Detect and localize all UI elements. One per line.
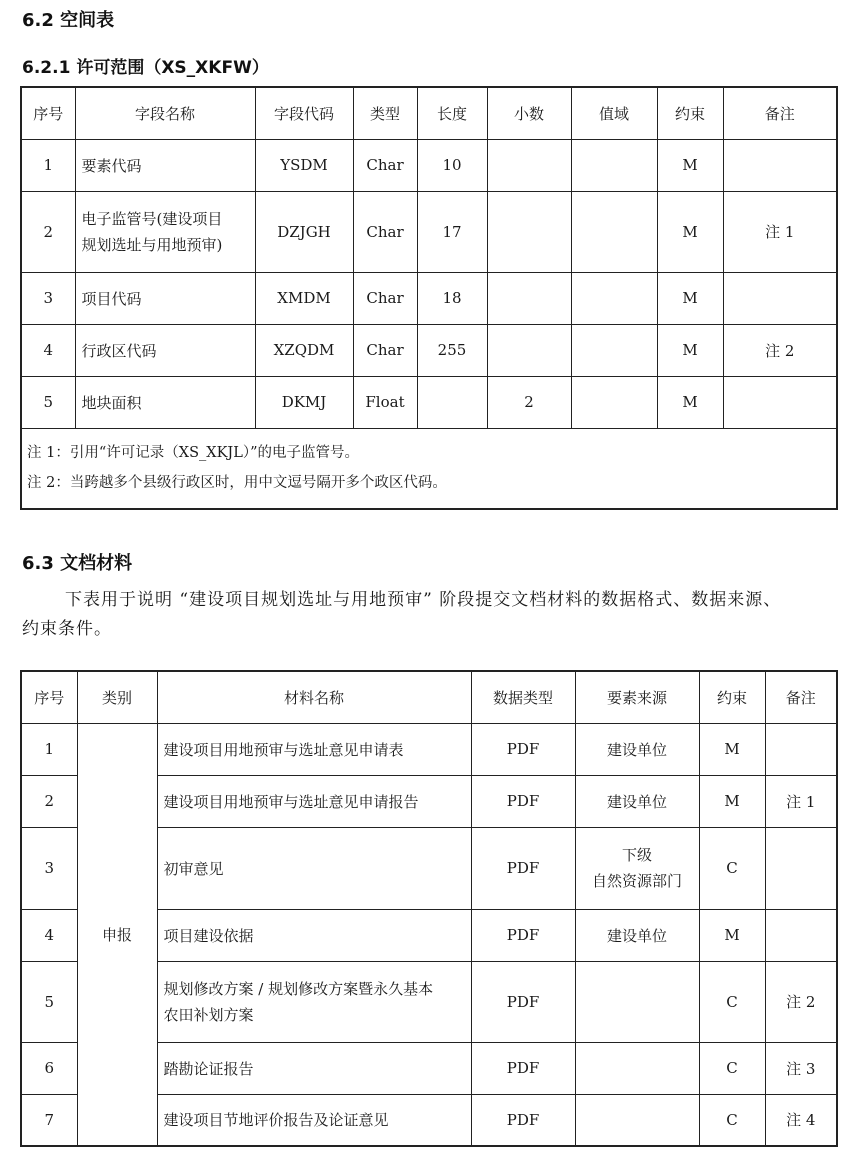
table-cell xyxy=(571,324,657,376)
table-cell: 建设项目节地评价报告及论证意见 xyxy=(157,1094,471,1146)
table-cell xyxy=(723,272,837,324)
header-cell: 材料名称 xyxy=(157,671,471,723)
header-cell: 字段代码 xyxy=(255,87,353,139)
table-header-row xyxy=(21,87,837,139)
table-cell: 10 xyxy=(417,139,487,191)
table-cell: 6 xyxy=(21,1042,77,1094)
cell-line: 规划选址与用地预审) xyxy=(81,235,223,254)
table-cell xyxy=(765,827,837,909)
table-cell xyxy=(157,961,471,1042)
table-cell: 1 xyxy=(21,723,77,775)
table-cell: 2 xyxy=(21,191,75,272)
section-heading-6-2: 6.2 空间表 xyxy=(22,10,115,31)
intro-paragraph-line-2: 约束条件。 xyxy=(22,619,112,639)
header-cell: 字段名称 xyxy=(75,87,255,139)
table-cell: PDF xyxy=(471,723,575,775)
table-cell: C xyxy=(699,827,765,909)
table-cell: 17 xyxy=(417,191,487,272)
header-cell: 值域 xyxy=(571,87,657,139)
cell-line: 规划修改方案 / 规划修改方案暨永久基本 xyxy=(163,979,434,998)
table-cell: 注 3 xyxy=(765,1042,837,1094)
table-cell: XZQDM xyxy=(255,324,353,376)
table-cell: 建设项目用地预审与选址意见申请表 xyxy=(157,723,471,775)
intro-paragraph-line-1: 下表用于说明 “建设项目规划选址与用地预审” 阶段提交文档材料的数据格式、数据来源、 xyxy=(65,590,782,610)
table-cell: 项目建设依据 xyxy=(157,909,471,961)
table-cell xyxy=(571,272,657,324)
table-cell xyxy=(723,139,837,191)
header-cell: 备注 xyxy=(765,671,837,723)
table-cell: 1 xyxy=(21,139,75,191)
table-cell: PDF xyxy=(471,1042,575,1094)
table-cell: C xyxy=(699,961,765,1042)
table-cell: DKMJ xyxy=(255,376,353,428)
table-cell xyxy=(765,723,837,775)
note-2: 注 2：当跨越多个县级行政区时，用中文逗号隔开多个政区代码。 xyxy=(27,475,447,492)
table-cell: 4 xyxy=(21,909,77,961)
table-cell xyxy=(417,376,487,428)
table-cell xyxy=(571,376,657,428)
table-cell: 7 xyxy=(21,1094,77,1146)
table-cell: 项目代码 xyxy=(75,272,255,324)
table-cell xyxy=(487,324,571,376)
table-header-row xyxy=(21,671,837,723)
table-cell xyxy=(571,191,657,272)
table-cell xyxy=(575,1094,699,1146)
table-cell: M xyxy=(657,324,723,376)
header-cell: 长度 xyxy=(417,87,487,139)
table-cell xyxy=(723,376,837,428)
table-cell: 注 2 xyxy=(765,961,837,1042)
header-cell: 序号 xyxy=(21,87,75,139)
table-cell: 初审意见 xyxy=(157,827,471,909)
header-cell: 类型 xyxy=(353,87,417,139)
table-cell: 注 1 xyxy=(765,775,837,827)
table-cell: 3 xyxy=(21,272,75,324)
table-cell: Char xyxy=(353,324,417,376)
cell-line: 电子监管号(建设项目 xyxy=(81,209,223,228)
table-cell: PDF xyxy=(471,827,575,909)
table-cell xyxy=(571,139,657,191)
table-cell xyxy=(575,827,699,909)
cell-line: 自然资源部门 xyxy=(591,872,682,890)
table-row xyxy=(21,272,837,324)
table-cell xyxy=(487,191,571,272)
header-cell: 数据类型 xyxy=(471,671,575,723)
table-cell: M xyxy=(657,191,723,272)
table-cell: 建设项目用地预审与选址意见申请报告 xyxy=(157,775,471,827)
document-materials-table xyxy=(20,670,838,1147)
table-cell: Char xyxy=(353,139,417,191)
table-cell: 建设单位 xyxy=(575,775,699,827)
table-cell xyxy=(75,191,255,272)
table-cell: Char xyxy=(353,191,417,272)
table-cell: PDF xyxy=(471,1094,575,1146)
table-row xyxy=(21,139,837,191)
section-heading-6-3: 6.3 文档材料 xyxy=(22,553,133,574)
note-1: 注 1：引用“许可记录（XS_XKJL）”的电子监管号。 xyxy=(27,445,360,462)
table-cell: C xyxy=(699,1094,765,1146)
table-cell: PDF xyxy=(471,961,575,1042)
table-cell: C xyxy=(699,1042,765,1094)
header-cell: 序号 xyxy=(21,671,77,723)
cell-line: 下级 xyxy=(621,846,652,864)
cell-line: 农田补划方案 xyxy=(163,1005,254,1024)
table-cell: 建设单位 xyxy=(575,723,699,775)
header-cell: 约束 xyxy=(657,87,723,139)
table-cell: 2 xyxy=(21,775,77,827)
table-cell: 2 xyxy=(487,376,571,428)
table-cell xyxy=(765,909,837,961)
table-cell: 注 4 xyxy=(765,1094,837,1146)
table-cell: 18 xyxy=(417,272,487,324)
table-cell xyxy=(487,272,571,324)
header-cell: 小数 xyxy=(487,87,571,139)
table-cell: PDF xyxy=(471,909,575,961)
table-cell: 踏勘论证报告 xyxy=(157,1042,471,1094)
table-cell: 地块面积 xyxy=(75,376,255,428)
table-cell: Float xyxy=(353,376,417,428)
category-cell: 申报 xyxy=(77,723,157,1146)
section-heading-6-2-1: 6.2.1 许可范围（XS_XKFW） xyxy=(22,58,269,78)
header-cell: 要素来源 xyxy=(575,671,699,723)
table-cell: Char xyxy=(353,272,417,324)
table-cell xyxy=(487,139,571,191)
table-cell: M xyxy=(657,272,723,324)
notes-cell xyxy=(21,428,837,509)
table-cell xyxy=(575,961,699,1042)
table-cell: 注 2 xyxy=(723,324,837,376)
notes-row xyxy=(21,428,837,509)
permit-scope-table xyxy=(20,86,838,510)
table-row xyxy=(21,723,837,775)
table-cell: PDF xyxy=(471,775,575,827)
table-cell: 5 xyxy=(21,961,77,1042)
header-cell: 备注 xyxy=(723,87,837,139)
table-row xyxy=(21,376,837,428)
table-cell: 4 xyxy=(21,324,75,376)
table-cell: M xyxy=(699,775,765,827)
header-cell: 约束 xyxy=(699,671,765,723)
table-cell xyxy=(575,1042,699,1094)
table-cell: YSDM xyxy=(255,139,353,191)
table-cell: 3 xyxy=(21,827,77,909)
table-cell: 建设单位 xyxy=(575,909,699,961)
table-row xyxy=(21,191,837,272)
table-cell: M xyxy=(657,376,723,428)
table-cell: 要素代码 xyxy=(75,139,255,191)
table-cell: 5 xyxy=(21,376,75,428)
table-cell: 255 xyxy=(417,324,487,376)
table-cell: DZJGH xyxy=(255,191,353,272)
header-cell: 类别 xyxy=(77,671,157,723)
table-cell: 行政区代码 xyxy=(75,324,255,376)
table-cell: M xyxy=(699,909,765,961)
table-cell: XMDM xyxy=(255,272,353,324)
table-cell: M xyxy=(657,139,723,191)
table-cell: M xyxy=(699,723,765,775)
table-cell: 注 1 xyxy=(723,191,837,272)
table-row xyxy=(21,324,837,376)
